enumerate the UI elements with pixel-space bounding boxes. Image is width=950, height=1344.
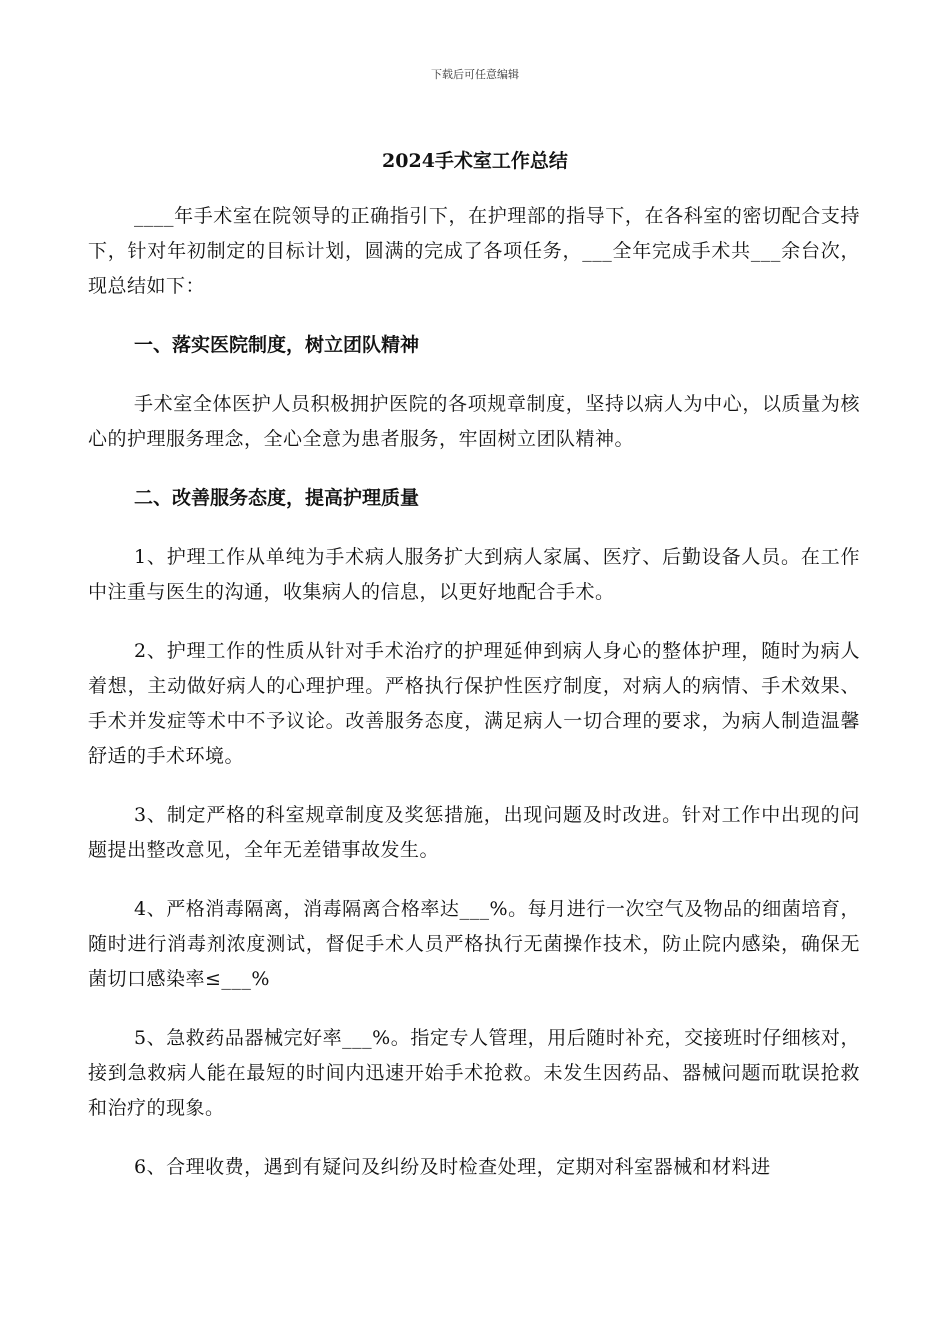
section-2-heading: 二、改善服务态度，提高护理质量 xyxy=(134,487,420,509)
section-2-item-4: 4、严格消毒隔离，消毒隔离合格率达___%。每月进行一次空气及物品的细菌培育，随时进行消毒剂浓度测试，督促手术人员严格执行无菌操作技术，防止院内感染，确保无菌切口感染率≤___% xyxy=(88,898,860,990)
section-2-item-2: 2、护理工作的性质从针对手术治疗的护理延伸到病人身心的整体护理，随时为病人着想，主动做好病人的心理护理。严格执行保护性医疗制度，对病人的病情、手术效果、手术并发症等术中不予议论。改善服务态度，满足病人一切合理的要求，为病人制造温馨舒适的手术环境。 xyxy=(88,640,860,767)
document-body xyxy=(88,199,860,1209)
section-1-paragraph: 手术室全体医护人员积极拥护医院的各项规章制度，坚持以病人为中心，以质量为核心的护理服务理念，全心全意为患者服务，牢固树立团队精神。 xyxy=(88,393,860,450)
section-2-item-3: 3、制定严格的科室规章制度及奖惩措施，出现问题及时改进。针对工作中出现的问题提出整改意见，全年无差错事故发生。 xyxy=(88,804,860,861)
section-2-item-5: 5、急救药品器械完好率___%。指定专人管理，用后随时补充，交接班时仔细核对，接到急救病人能在最短的时间内迅速开始手术抢救。未发生因药品、器械问题而耽误抢救和治疗的现象。 xyxy=(88,1027,860,1119)
section-1-heading: 一、落实医院制度，树立团队精神 xyxy=(134,334,420,356)
section-2-item-6: 6、合理收费，遇到有疑问及纠纷及时检查处理，定期对科室器械和材料进 xyxy=(134,1156,771,1178)
intro-paragraph: ____年手术室在院领导的正确指引下，在护理部的指导下，在各科室的密切配合支持下，针对年初制定的目标计划，圆满的完成了各项任务，___全年完成手术共___余台次，现总结如下： xyxy=(88,205,860,297)
header-note: 下载后可任意编辑 xyxy=(431,68,519,81)
section-2-item-1: 1、护理工作从单纯为手术病人服务扩大到病人家属、医疗、后勤设备人员。在工作中注重与医生的沟通，收集病人的信息，以更好地配合手术。 xyxy=(88,546,860,603)
document-title: 2024手术室工作总结 xyxy=(382,150,568,172)
